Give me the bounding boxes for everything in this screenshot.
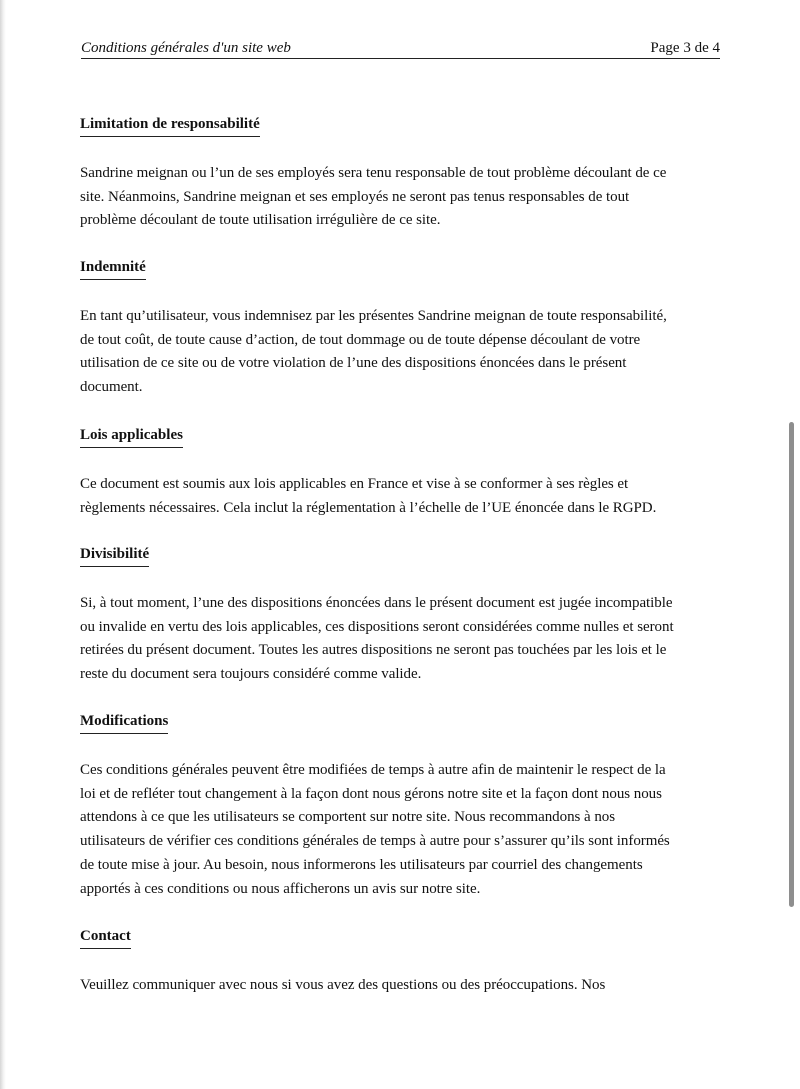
section-body [80,473,720,520]
section-contact [80,926,720,998]
section-heading: Divisibilité [80,544,149,567]
body-line: apportés à ces conditions ou nous afficherons un avis sur notre site. [80,880,481,897]
page-number: Page 3 de 4 [650,40,720,56]
section-body [80,305,720,400]
body-line: En tant qu’utilisateur, vous indemnisez par les présentes Sandrine meignan de toute responsabilité, [80,308,667,324]
vertical-scrollbar[interactable] [789,422,794,907]
section-modifications [80,711,720,901]
body-line: Sandrine meignan ou l’un de ses employés sera tenu responsable de tout problème découlant de ce [80,165,667,181]
body-line: document. [80,379,143,396]
section-body [80,592,720,687]
body-line: site. Néanmoins, Sandrine meignan et ses employés ne seront pas tenus responsables de tout [80,188,630,205]
body-line: attendons à ce que les utilisateurs se comportent sur notre site. Nous recommandons à nos [80,809,616,826]
section-heading: Indemnité [80,257,146,280]
section-body [80,974,720,998]
body-line: reste du document sera toujours considéré comme valide. [80,666,422,683]
section-body [80,759,720,901]
body-line: règlements nécessaires. Cela inclut la réglementation à l’échelle de l’UE énoncée dans le RGPD. [80,499,657,516]
body-line: Si, à tout moment, l’une des dispositions énoncées dans le présent document est jugée incompatible [80,595,673,611]
body-line: utilisation de ce site ou de votre violation de l’une des dispositions énoncées dans le présent [80,355,627,372]
body-line: Veuillez communiquer avec nous si vous avez des questions ou des préoccupations. Nos [80,977,606,993]
body-line: loi et de refléter tout changement à la façon dont nous gérons notre site et la façon dont nous nous [80,785,662,802]
section-heading: Lois applicables [80,425,183,448]
page-header [81,38,720,59]
body-line: de toute mise à jour. Au besoin, nous informerons les utilisateurs par courriel des changements [80,856,643,873]
section-body [80,162,720,233]
body-line: Ce document est soumis aux lois applicables en France et vise à se conformer à ses règles et [80,476,629,492]
section-limitation [80,114,720,233]
document-title: Conditions générales d'un site web [81,40,291,56]
body-line: ou invalide en vertu des lois applicables, ces dispositions seront considérées comme nulles et seront [80,618,674,635]
section-heading: Modifications [80,711,168,734]
body-line: retirées du présent document. Toutes les autres dispositions ne seront pas touchées par les lois et le [80,642,667,659]
section-divisibilite [80,544,720,687]
body-line: de tout coût, de toute cause d’action, de tout dommage ou de toute dépense découlant de votre [80,331,641,348]
body-line: utilisateurs de vérifier ces conditions générales de temps à autre pour s’assurer qu’ils sont informés [80,833,670,850]
section-indemnite [80,257,720,400]
section-lois-applicables [80,425,720,520]
page-edge-shadow [0,0,6,1089]
body-line: Ces conditions générales peuvent être modifiées de temps à autre afin de maintenir le respect de la [80,762,666,778]
body-line: problème découlant de toute utilisation irrégulière de ce site. [80,212,441,229]
section-heading: Contact [80,926,131,949]
section-heading: Limitation de responsabilité [80,114,260,137]
